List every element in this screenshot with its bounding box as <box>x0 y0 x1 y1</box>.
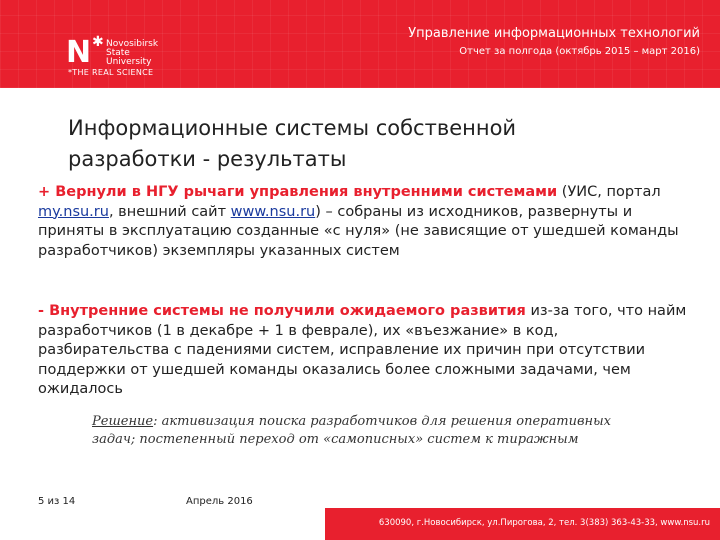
point-2-lead: - Внутренние системы не получили ожидаемого развития <box>38 303 526 319</box>
page-number: 5 из 14 <box>38 496 76 507</box>
logo-mark: N <box>66 35 92 70</box>
point-1-text-a: (УИС, портал <box>557 184 661 200</box>
header-banner <box>0 0 720 88</box>
star-icon: ✱ <box>92 34 104 50</box>
slide-title <box>68 113 688 175</box>
solution-text: : активизация поиска разработчиков для решения оперативных задач; постепенный переход от «самописных» систем к тиражным <box>92 414 612 447</box>
logo-line-3: University <box>106 57 152 67</box>
link-my-nsu[interactable]: my.nsu.ru <box>38 203 109 220</box>
point-2-text: из-за того, что найм разработчиков (1 в декабре + 1 в феврале), их «въезжание» в код, разбирательства с падениями систем, исправление их причин при отсутствии поддержки от ушедшей команды оказались более сложными задачами, чем ожидалось <box>38 303 687 397</box>
logo-line-2: State <box>106 48 130 58</box>
logo-tagline: *THE REAL SCIENCE <box>68 68 154 77</box>
solution-note <box>92 413 652 449</box>
footer-address: 630090, г.Новосибирск, ул.Пирогова, 2, тел. 3(383) 363-43-33, www.nsu.ru <box>378 518 710 528</box>
point-1-text-b: , внешний сайт <box>108 203 231 220</box>
header-title: Управление информационных технологий <box>408 26 700 41</box>
point-1 <box>38 183 688 261</box>
title-line-2: разработки - результаты <box>68 147 347 171</box>
footer-bar <box>325 508 720 540</box>
header-subtitle: Отчет за полгода (октябрь 2015 – март 2016) <box>459 46 700 57</box>
point-1-lead: + Вернули в НГУ рычаги управления внутренними системами <box>38 184 558 200</box>
point-2 <box>38 302 688 400</box>
footer-date: Апрель 2016 <box>186 496 253 507</box>
solution-label: Решение <box>92 414 154 429</box>
logo-line-1: Novosibirsk <box>106 39 159 49</box>
link-www-nsu[interactable]: www.nsu.ru <box>230 203 316 220</box>
title-line-1: Информационные системы собственной <box>68 116 517 140</box>
point-1-text-c: ) – собраны из исходников, развернуты и приняты в эксплуатацию созданные «с нуля» (не зависящие от ушедшей команды разработчиков) экземпляры указанных систем <box>38 203 679 259</box>
